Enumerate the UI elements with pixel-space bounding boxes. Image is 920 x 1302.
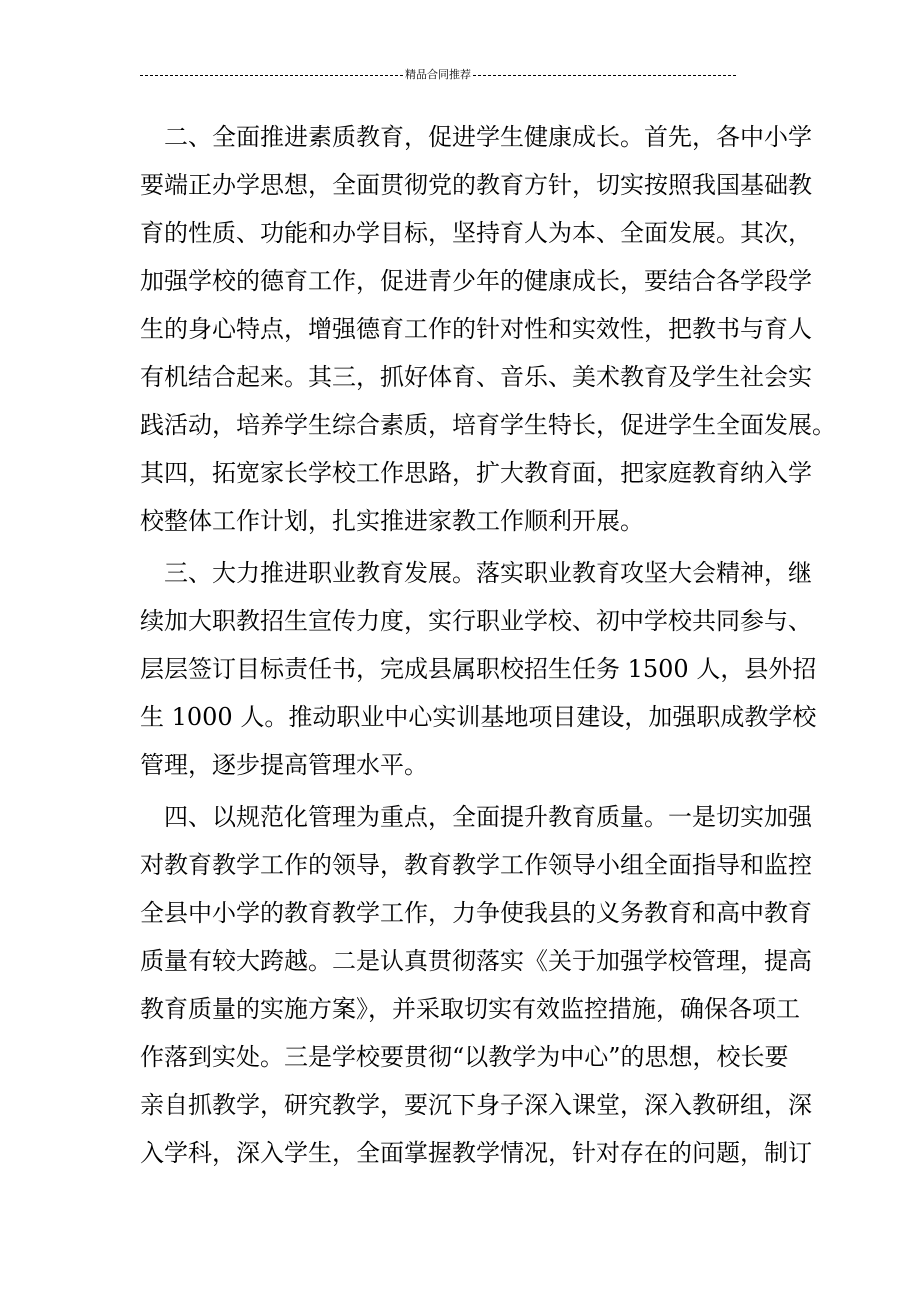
paragraph-line: 要端正办学思想，全面贯彻党的教育方针，切实按照我国基础教	[140, 171, 812, 199]
paragraph-line: 加强学校的德育工作，促进青少年的健康成长，要结合各学段学	[140, 267, 812, 295]
page-header	[140, 66, 736, 84]
paragraph-section-2	[140, 113, 836, 545]
paragraph-line: 入学科，深入学生，全面掌握教学情况，针对存在的问题，制订	[140, 1139, 812, 1167]
header-title: 精品合同推荐	[405, 68, 471, 81]
paragraph-line: 教育质量的实施方案》，并采取切实有效监控措施，确保各项工	[140, 995, 800, 1023]
paragraph-line: 其四，拓宽家长学校工作思路，扩大教育面，把家庭教育纳入学	[140, 459, 812, 487]
paragraph-line: 生 1000 人。推动职业中心实训基地项目建设，加强职成教学校	[140, 703, 817, 731]
paragraph-section-4	[140, 793, 812, 1177]
paragraph-line: 全县中小学的教育教学工作，力争使我县的义务教育和高中教育	[140, 899, 812, 927]
paragraph-line: 四、以规范化管理为重点，全面提升教育质量。一是切实加强	[164, 803, 812, 831]
paragraph-line: 质量有较大跨越。二是认真贯彻落实《关于加强学校管理，提高	[140, 947, 812, 975]
paragraph-line: 亲自抓教学，研究教学，要沉下身子深入课堂，深入教研组，深	[140, 1091, 812, 1119]
paragraph-section-3	[140, 549, 817, 789]
paragraph-line: 作落到实处。三是学校要贯彻“以教学为中心”的思想，校长要	[140, 1043, 789, 1071]
paragraph-line: 续加大职教招生宣传力度，实行职业学校、初中学校共同参与、	[140, 607, 812, 635]
paragraph-line: 三、大力推进职业教育发展。落实职业教育攻坚大会精神，继	[164, 559, 812, 587]
paragraph-line: 管理，逐步提高管理水平。	[140, 751, 428, 779]
header-dash-right	[473, 75, 736, 76]
paragraph-line: 校整体工作计划，扎实推进家教工作顺利开展。	[140, 507, 644, 535]
paragraph-line: 层层签订目标责任书，完成县属职校招生任务 1500 人，县外招	[140, 655, 817, 683]
paragraph-line: 二、全面推进素质教育，促进学生健康成长。首先，各中小学	[164, 123, 812, 151]
paragraph-line: 有机结合起来。其三，抓好体育、音乐、美术教育及学生社会实	[140, 363, 812, 391]
paragraph-line: 育的性质、功能和办学目标，坚持育人为本、全面发展。其次，	[140, 219, 812, 247]
document-body	[140, 113, 836, 1177]
header-dash-left	[140, 75, 403, 76]
paragraph-line: 生的身心特点，增强德育工作的针对性和实效性，把教书与育人	[140, 315, 812, 343]
paragraph-line: 践活动，培养学生综合素质，培育学生特长，促进学生全面发展。	[140, 411, 836, 439]
paragraph-line: 对教育教学工作的领导，教育教学工作领导小组全面指导和监控	[140, 851, 812, 879]
